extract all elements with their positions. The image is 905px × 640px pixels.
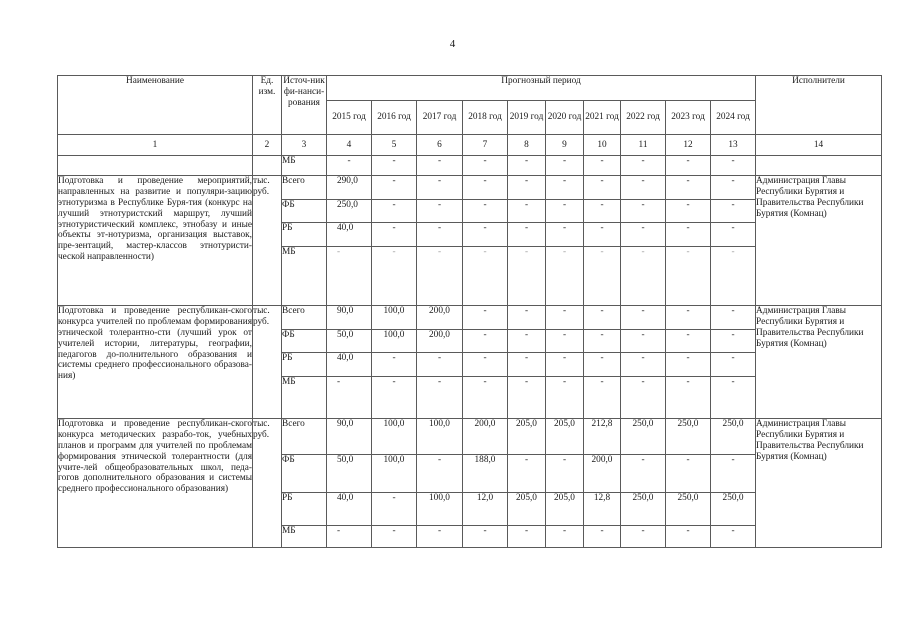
value-cell: - [546,526,584,548]
value-cell: - [711,330,756,353]
value-cell: - [584,247,621,306]
value-cell: - [463,526,508,548]
value-cell: - [546,200,584,223]
value-cell: - [327,247,372,306]
value-cell: - [666,353,711,377]
value-cell: 12,0 [463,493,508,526]
value-cell: 200,0 [584,455,621,493]
source-cell: МБ [282,377,327,419]
column-number: 13 [711,135,756,156]
value-cell: - [546,306,584,330]
value-cell: - [463,247,508,306]
value-cell: - [666,306,711,330]
value-cell: - [417,247,463,306]
value-cell: 200,0 [417,306,463,330]
value-cell: 205,0 [546,419,584,455]
value-cell: 250,0 [711,493,756,526]
value-cell: 40,0 [327,353,372,377]
column-number: 10 [584,135,621,156]
value-cell: - [584,377,621,419]
value-cell: - [546,247,584,306]
page-number: 4 [449,38,456,50]
source-cell: МБ [282,156,327,176]
column-number: 11 [621,135,666,156]
value-cell: - [711,455,756,493]
value-cell: - [621,247,666,306]
value-cell: - [711,156,756,176]
value-cell: 100,0 [417,419,463,455]
header-year: 2018 год [463,101,508,135]
value-cell: - [711,353,756,377]
header-year: 2019 год [508,101,546,135]
value-cell: 90,0 [327,306,372,330]
value-cell: 50,0 [327,455,372,493]
column-number: 12 [666,135,711,156]
value-cell: 250,0 [621,419,666,455]
value-cell: 205,0 [508,419,546,455]
header-year: 2023 год [666,101,711,135]
value-cell: - [621,223,666,247]
value-cell: - [508,330,546,353]
header-year: 2017 год [417,101,463,135]
value-cell: - [584,526,621,548]
value-cell: 100,0 [417,493,463,526]
value-cell: - [463,377,508,419]
column-number: 3 [282,135,327,156]
source-cell: ФБ [282,330,327,353]
value-cell: 290,0 [327,176,372,200]
value-cell: - [417,377,463,419]
header-year: 2022 год [621,101,666,135]
value-cell: - [508,377,546,419]
value-cell: - [666,156,711,176]
value-cell: - [546,455,584,493]
value-cell: 100,0 [372,455,417,493]
source-cell: Всего [282,306,327,330]
value-cell: - [546,377,584,419]
value-cell: - [417,353,463,377]
source-cell: Всего [282,176,327,200]
value-cell: - [417,526,463,548]
empty-cell [756,156,882,176]
value-cell: - [666,223,711,247]
value-cell: - [584,306,621,330]
value-cell: - [711,247,756,306]
source-cell: ФБ [282,200,327,223]
header-source: Источ-ник фи-нанси-рования [282,76,327,135]
executors-cell: Администрация Главы Республики Бурятия и Правительства Республики Бурятия (Комнац) [756,419,882,548]
value-cell: - [508,353,546,377]
value-cell: - [546,223,584,247]
value-cell: - [621,377,666,419]
value-cell: - [372,526,417,548]
value-cell: - [372,377,417,419]
header-name: Наименование [58,76,253,135]
value-cell: - [508,223,546,247]
header-executors: Исполнители [756,76,882,135]
header-year: 2016 год [372,101,417,135]
value-cell: - [666,176,711,200]
value-cell: - [666,247,711,306]
value-cell: - [417,223,463,247]
value-cell: 12,8 [584,493,621,526]
value-cell: 250,0 [666,493,711,526]
value-cell: - [546,156,584,176]
source-cell: РБ [282,353,327,377]
value-cell: 205,0 [508,493,546,526]
value-cell: - [463,306,508,330]
value-cell: - [711,306,756,330]
value-cell: - [584,176,621,200]
activity-name: Подготовка и проведение республикан-ского конкурса учителей по проблемам формирования этнической толерантно-сти (лучший урок от учителей истории, литературы, географии, педагогов до-полнительного образования и системы среднего профессионального образова-ния) [58,306,253,419]
source-cell: МБ [282,526,327,548]
value-cell: - [584,353,621,377]
value-cell: - [666,526,711,548]
header-year: 2024 год [711,101,756,135]
value-cell: - [327,377,372,419]
value-cell: 100,0 [372,306,417,330]
empty-cell [58,156,253,176]
value-cell: 200,0 [417,330,463,353]
value-cell: - [463,353,508,377]
value-cell: - [621,306,666,330]
program-table [57,75,882,548]
column-number: 14 [756,135,882,156]
value-cell: - [508,176,546,200]
value-cell: - [463,223,508,247]
table-row [58,419,882,455]
value-cell: 90,0 [327,419,372,455]
value-cell: 100,0 [372,419,417,455]
value-cell: - [621,526,666,548]
value-cell: - [372,493,417,526]
value-cell: - [327,526,372,548]
activity-name: Подготовка и проведение республикан-ского конкурса методических разрабо-ток, учебных планов и программ для учителей по проблемам формирования этнической толерантности (для учите-лей общеобразовательных школ, педа-гогов дополнительного образования и системы среднего профессионального образования) [58,419,253,548]
value-cell: - [463,200,508,223]
header-period: Прогнозный период [327,76,756,101]
value-cell: - [417,176,463,200]
value-cell: 250,0 [327,200,372,223]
value-cell: 188,0 [463,455,508,493]
value-cell: 212,8 [584,419,621,455]
value-cell: 100,0 [372,330,417,353]
source-cell: ФБ [282,455,327,493]
column-number: 5 [372,135,417,156]
value-cell: 250,0 [666,419,711,455]
value-cell: - [584,223,621,247]
executors-cell: Администрация Главы Республики Бурятия и Правительства Республики Бурятия (Комнац) [756,176,882,306]
value-cell: - [417,455,463,493]
value-cell: - [584,200,621,223]
value-cell: 205,0 [546,493,584,526]
value-cell: - [372,156,417,176]
value-cell: - [666,455,711,493]
value-cell: - [372,176,417,200]
value-cell: - [621,176,666,200]
value-cell: - [584,330,621,353]
column-number: 6 [417,135,463,156]
value-cell: - [621,200,666,223]
value-cell: - [508,200,546,223]
column-number: 4 [327,135,372,156]
header-year: 2015 год [327,101,372,135]
value-cell: - [417,200,463,223]
source-cell: МБ [282,247,327,306]
value-cell: - [508,455,546,493]
value-cell: - [546,330,584,353]
value-cell: - [417,156,463,176]
value-cell: - [372,200,417,223]
carryover-row [58,156,882,176]
value-cell: - [463,330,508,353]
value-cell: - [546,353,584,377]
value-cell: 40,0 [327,223,372,247]
column-number: 9 [546,135,584,156]
value-cell: 50,0 [327,330,372,353]
value-cell: - [508,526,546,548]
value-cell: - [666,200,711,223]
value-cell: - [508,156,546,176]
unit-cell: тыс. руб. [253,419,282,548]
unit-cell: тыс. руб. [253,176,282,306]
activity-name: Подготовка и проведение мероприятий, направленных на развитие и популяри-зацию этнотуризма в Республике Буря-тия (конкурс на лучший этнотуристский маршрут, лучший этнотуристический комплекс, этнобазу и иные объекты эт-нотуризма, организация выставок, пре-зентаций, мастер-классов этнотуристи-ческой направленности) [58,176,253,306]
value-cell: - [621,156,666,176]
value-cell: - [711,223,756,247]
value-cell: - [584,156,621,176]
value-cell: - [463,156,508,176]
value-cell: - [666,330,711,353]
value-cell: - [711,377,756,419]
empty-cell [253,156,282,176]
unit-cell: тыс. руб. [253,306,282,419]
table-row [58,176,882,200]
value-cell: - [327,156,372,176]
value-cell: 250,0 [621,493,666,526]
column-number: 8 [508,135,546,156]
value-cell: 200,0 [463,419,508,455]
value-cell: - [463,176,508,200]
column-number: 7 [463,135,508,156]
column-number: 2 [253,135,282,156]
source-cell: Всего [282,419,327,455]
value-cell: - [508,306,546,330]
header-year: 2021 год [584,101,621,135]
source-cell: РБ [282,223,327,247]
value-cell: - [372,247,417,306]
value-cell: 40,0 [327,493,372,526]
value-cell: - [711,526,756,548]
value-cell: - [508,247,546,306]
value-cell: - [711,176,756,200]
value-cell: - [621,353,666,377]
header-year: 2020 год [546,101,584,135]
table-row [58,306,882,330]
header-unit: Ед. изм. [253,76,282,135]
source-cell: РБ [282,493,327,526]
value-cell: - [372,223,417,247]
executors-cell: Администрация Главы Республики Бурятия и Правительства Республики Бурятия (Комнац) [756,306,882,419]
value-cell: - [711,200,756,223]
value-cell: - [621,455,666,493]
column-number: 1 [58,135,253,156]
value-cell: - [372,353,417,377]
value-cell: - [546,176,584,200]
value-cell: 250,0 [711,419,756,455]
value-cell: - [666,377,711,419]
value-cell: - [621,330,666,353]
